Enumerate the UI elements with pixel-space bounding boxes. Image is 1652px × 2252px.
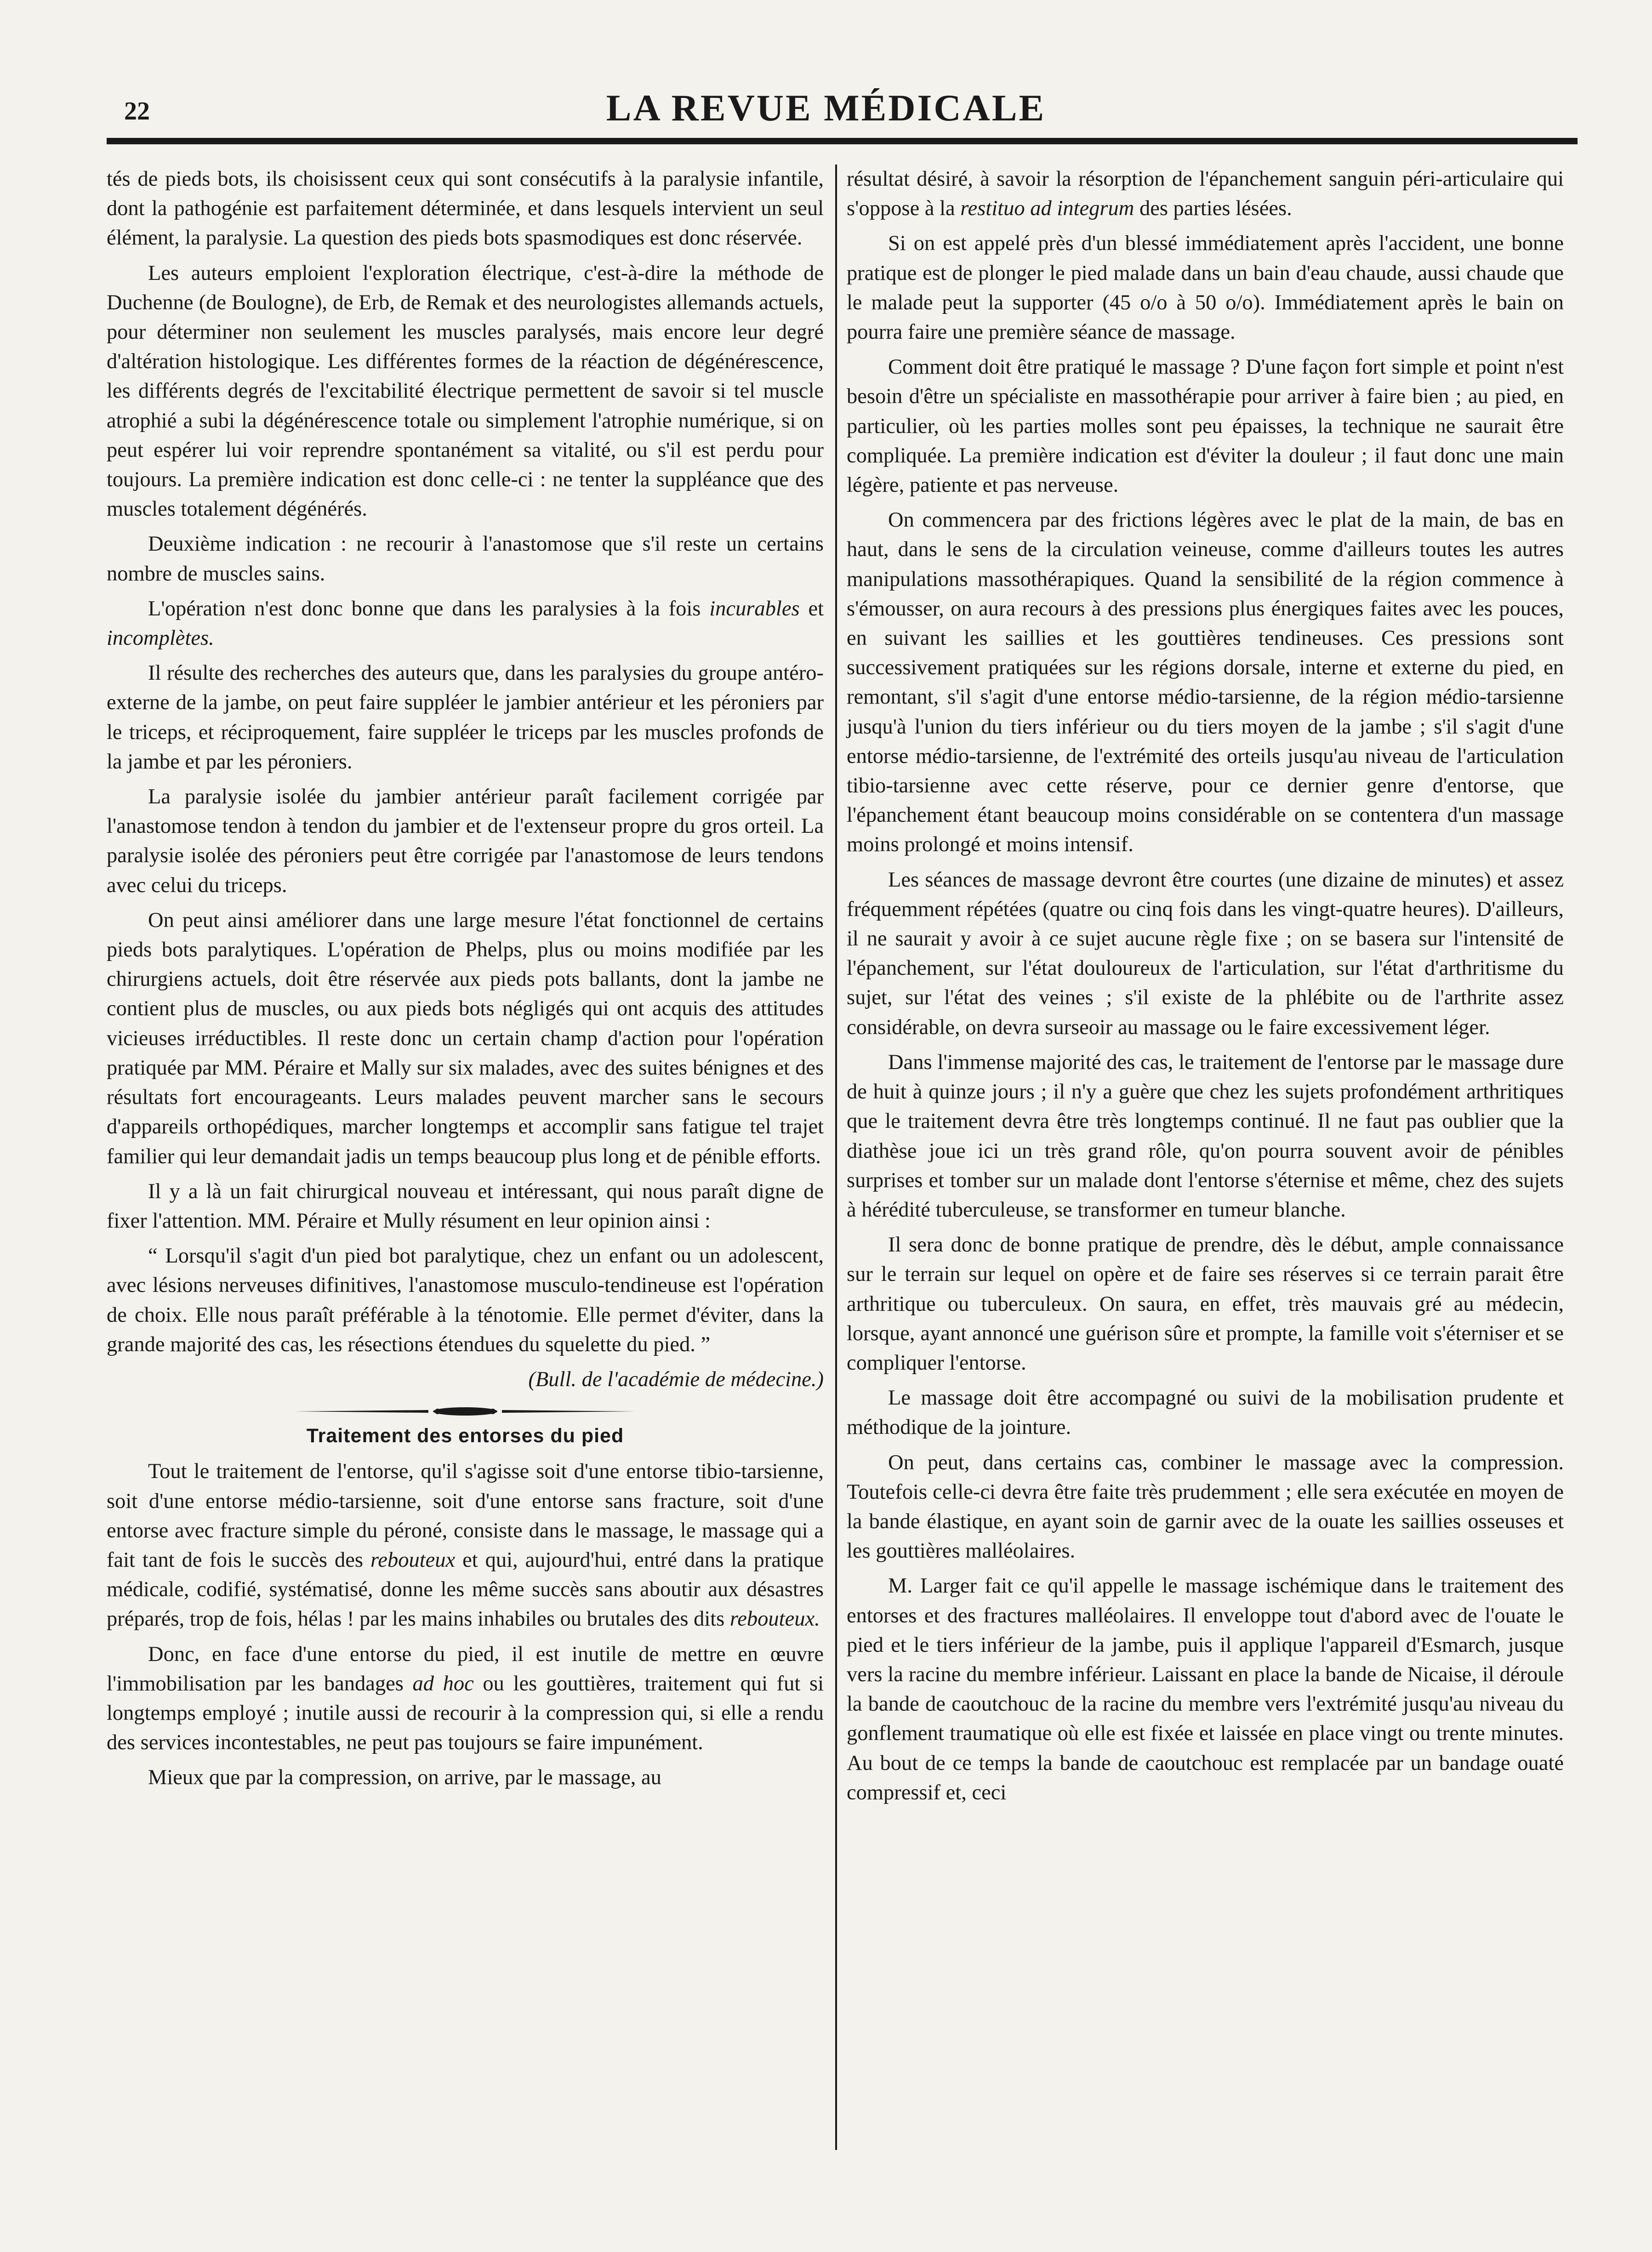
paragraph: On commencera par des frictions légères avec le plat de la main, de bas en haut, dans le sens de la circulation veineuse, comme d'ailleurs toutes les autres manipulations massothérapiques. Quand la sensibilité de la région commence à s'émousser, on aura recours à des pressions plus énergiques faites avec les pouces, en suivant les saillies et les gouttières tendineuses. Ces pressions sont successivement pratiquées sur les régions dorsale, interne et externe du pied, en remontant, s'il s'agit d'une entorse médio-tarsienne, de la région médio-tarsienne jusqu'à l'union du tiers inférieur ou du tiers moyen de la jambe ; s'il s'agit d'une entorse médio-tarsienne, de l'extrémité des orteils jusqu'au niveau de l'articulation tibio-tarsienne avec cette réserve, pour ce dernier genre d'entorse, que l'épanchement étant beaucoup moins considérable on se contentera d'un massage moins prolongé et moins intensif.: [847, 508, 1564, 857]
paragraph: Comment doit être pratiqué le massage ? D'une façon fort simple et point n'est besoin d'être un spécialiste en massothérapie pour arriver à faire bien ; au pied, en particulier, où les parties molles sont peu épaisses, la technique ne saurait être compliquée. La première indication est d'éviter la douleur ; il faut donc une main légère, patiente et pas nerveuse.: [847, 355, 1564, 497]
header-rule: [107, 138, 1578, 144]
paragraph: Si on est appelé près d'un blessé immédiatement après l'accident, une bonne pratique est de plonger le pied malade dans un bain d'eau chaude, aussi chaude que le malade peut la supporter (45 o/o à 50 o/o). Immédiatement après le bain on pourra faire une première séance de massage.: [847, 232, 1564, 344]
paragraph: Le massage doit être accompagné ou suivi de la mobilisation prudente et méthodique de la jointure.: [847, 1386, 1564, 1439]
paragraph: Les séances de massage devront être courtes (une dizaine de minutes) et assez fréquemment répétées (quatre ou cinq fois dans les vingt-quatre heures). D'ailleurs, il ne saurait y avoir à ce sujet aucune règle fixe ; on se basera sur l'intensité de l'épanchement, sur l'état douloureux de l'articulation, sur l'état d'arthritisme du sujet, sur l'état des veines ; s'il existe de la phlébite ou de l'arthrite assez considérable, on devra surseoir au massage ou le faire excessivement léger.: [847, 868, 1564, 1039]
paragraph: Tout le traitement de l'entorse, qu'il s'agisse soit d'une entorse tibio-tarsienne, soit d'une entorse médio-tarsienne, soit d'une entorse sans fracture, soit d'une entorse avec fracture simple du péroné, consiste dans le massage, le massage qui a fait tant de fois le succès des rebouteux et qui, aujourd'hui, entré dans la pratique médicale, codifié, systématisé, donne les même succès sans aboutir aux désastres préparés, trop de fois, hélas ! par les mains inhabiles ou brutales des dits rebouteux.: [107, 1460, 824, 1631]
quotation: “ Lorsqu'il s'agit d'un pied bot paralytique, chez un enfant ou un adolescent, avec lésions nerveuses difinitives, l'anastomose musculo-tendineuse est l'opération de choix. Elle nous paraît préférable à la ténotomie. Elle permet d'éviter, dans la grande majorité des cas, les résections étendues du squelette du pied. ”: [107, 1244, 824, 1356]
paragraph: Il sera donc de bonne pratique de prendre, dès le début, ample connaissance sur le terrain sur lequel on opère et de faire ses réserves si ce terrain parait être arthritique ou tuberculeux. On saura, en effet, très mauvais gré au médecin, lorsque, ayant annoncé une guérison sûre et prompte, la famille voit s'éterniser et se compliquer l'entorse.: [847, 1233, 1564, 1375]
page-number: 22: [124, 97, 150, 125]
paragraph: On peut, dans certains cas, combiner le massage avec la compression. Toutefois celle-ci devra être faite très prudemment ; elle sera exécutée en moyen de la bande élastique, en ayant soin de garnir avec de la ouate les saillies osseuses et les gouttières malléolaires.: [847, 1450, 1564, 1563]
paragraph: Dans l'immense majorité des cas, le traitement de l'entorse par le massage dure de huit à quinze jours ; il n'y a guère que chez les sujets profondément arthritiques que le traitement devra être très longtemps continué. Il ne faut pas oublier que la diathèse joue ici un très grand rôle, qu'on pourra souvent avoir de pénibles surprises et tomber sur un malade dont l'entorse s'éternise et même, chez des sujets à hérédité tuberculeuse, se transformer en tumeur blanche.: [847, 1050, 1564, 1222]
paragraph: L'opération n'est donc bonne que dans les paralysies à la fois incurables et incomplètes.: [107, 597, 824, 650]
section-heading: Traitement des entorses du pied: [306, 1425, 624, 1447]
left-column: [107, 165, 824, 1798]
paragraph: Les auteurs emploient l'exploration électrique, c'est-à-dire la méthode de Duchenne (de Boulogne), de Erb, de Remak et des neurologistes allemands actuels, pour déterminer non seulement les muscles paralysés, mais encore leur degré d'altération histologique. Les différentes formes de la réaction de dégénérescence, les différents degrés de l'excitabilité électrique permettent de savoir si tel muscle atrophié a subi la dégénérescence totale ou simplement l'atrophie numérique, si on peut espérer lui voir reprendre spontanément sa vitalité, ou s'il est perdu pour toujours. La première indication est donc celle-ci : ne tenter la suppléance que des muscles totalement dégénérés.: [107, 261, 824, 521]
paragraph: Deuxième indication : ne recourir à l'anastomose que s'il reste un certains nombre de muscles sains.: [107, 532, 824, 586]
paragraph: Il y a là un fait chirurgical nouveau et intéressant, qui nous paraît digne de fixer l'attention. MM. Péraire et Mully résument en leur opinion ainsi :: [107, 1179, 824, 1233]
right-column: [847, 165, 1564, 1813]
journal-title: LA REVUE MÉDICALE: [606, 87, 1046, 129]
paragraph: Donc, en face d'une entorse du pied, il est inutile de mettre en œuvre l'immobilisation par les bandages ad hoc ou les gouttières, traitement qui fut si longtemps employé ; inutile aussi de recourir à la compression qui, si elle a rendu des services incontestables, ne peut pas toujours se faire impunément.: [107, 1642, 824, 1755]
paragraph: tés de pieds bots, ils choisissent ceux qui sont consécutifs à la paralysie infantile, dont la pathogénie est parfaitement déterminée, et dans lesquels intervient un seul élément, la paralysie. La question des pieds bots spasmodiques est donc réservée.: [107, 167, 824, 250]
paragraph: M. Larger fait ce qu'il appelle le massage ischémique dans le traitement des entorses et des fractures malléolaires. Il enveloppe tout d'abord avec de l'ouate le pied et le tiers inférieur de la jambe, puis il applique l'appareil d'Esmarch, jusque vers la racine du membre inférieur. Laissant en place la bande de Nicaise, il déroule la bande de caoutchouc de la racine du membre vers l'extrémité jusqu'au niveau du gonflement traumatique où elle est fixée et laissée en place vingt ou trente minutes. Au bout de ce temps la bande de caoutchouc est remplacée par un bandage ouaté compressif et, ceci: [847, 1574, 1564, 1804]
paragraph: résultat désiré, à savoir la résorption de l'épanchement sanguin péri-articulaire qui s'oppose à la restituo ad integrum des parties lésées.: [847, 167, 1564, 221]
paragraph: Il résulte des recherches des auteurs que, dans les paralysies du groupe antéro-externe de la jambe, on peut faire suppléer le jambier antérieur et les péroniers par le triceps, et réciproquement, faire suppléer le triceps par les muscles profonds de la jambe et par les péroniers.: [107, 661, 824, 773]
citation-source: (Bull. de l'académie de médecine.): [528, 1367, 824, 1391]
column-separator: [835, 165, 837, 2150]
paragraph: La paralysie isolée du jambier antérieur paraît facilement corrigée par l'anastomose tendon à tendon du jambier et de l'extenseur propre du gros orteil. La paralysie isolée des péroniers peut être corrigée par l'anastomose de leurs tendons avec celui du triceps.: [107, 785, 824, 897]
paragraph: Mieux que par la compression, on arrive, par le massage, au: [148, 1766, 661, 1790]
ornament-divider: [277, 1406, 654, 1416]
paragraph: On peut ainsi améliorer dans une large mesure l'état fonctionnel de certains pieds bots paralytiques. L'opération de Phelps, plus ou moins modifiée par les chirurgiens actuels, doit être réservée aux pieds pots ballants, dont la jambe ne contient plus de muscles, ou aux pieds bots négligés qui ont acquis des attitudes vicieuses irréductibles. Il reste donc un certain champ d'action pour l'opération pratiquée par MM. Péraire et Mally sur six malades, avec des suites bénignes et des résultats fort encourageants. Leurs malades peuvent marcher sans le secours d'appareils orthopédiques, marcher longtemps et accomplir sans fatigue tel trajet familier qui leur demandait jadis un temps beaucoup plus long et de pénible efforts.: [107, 908, 824, 1168]
